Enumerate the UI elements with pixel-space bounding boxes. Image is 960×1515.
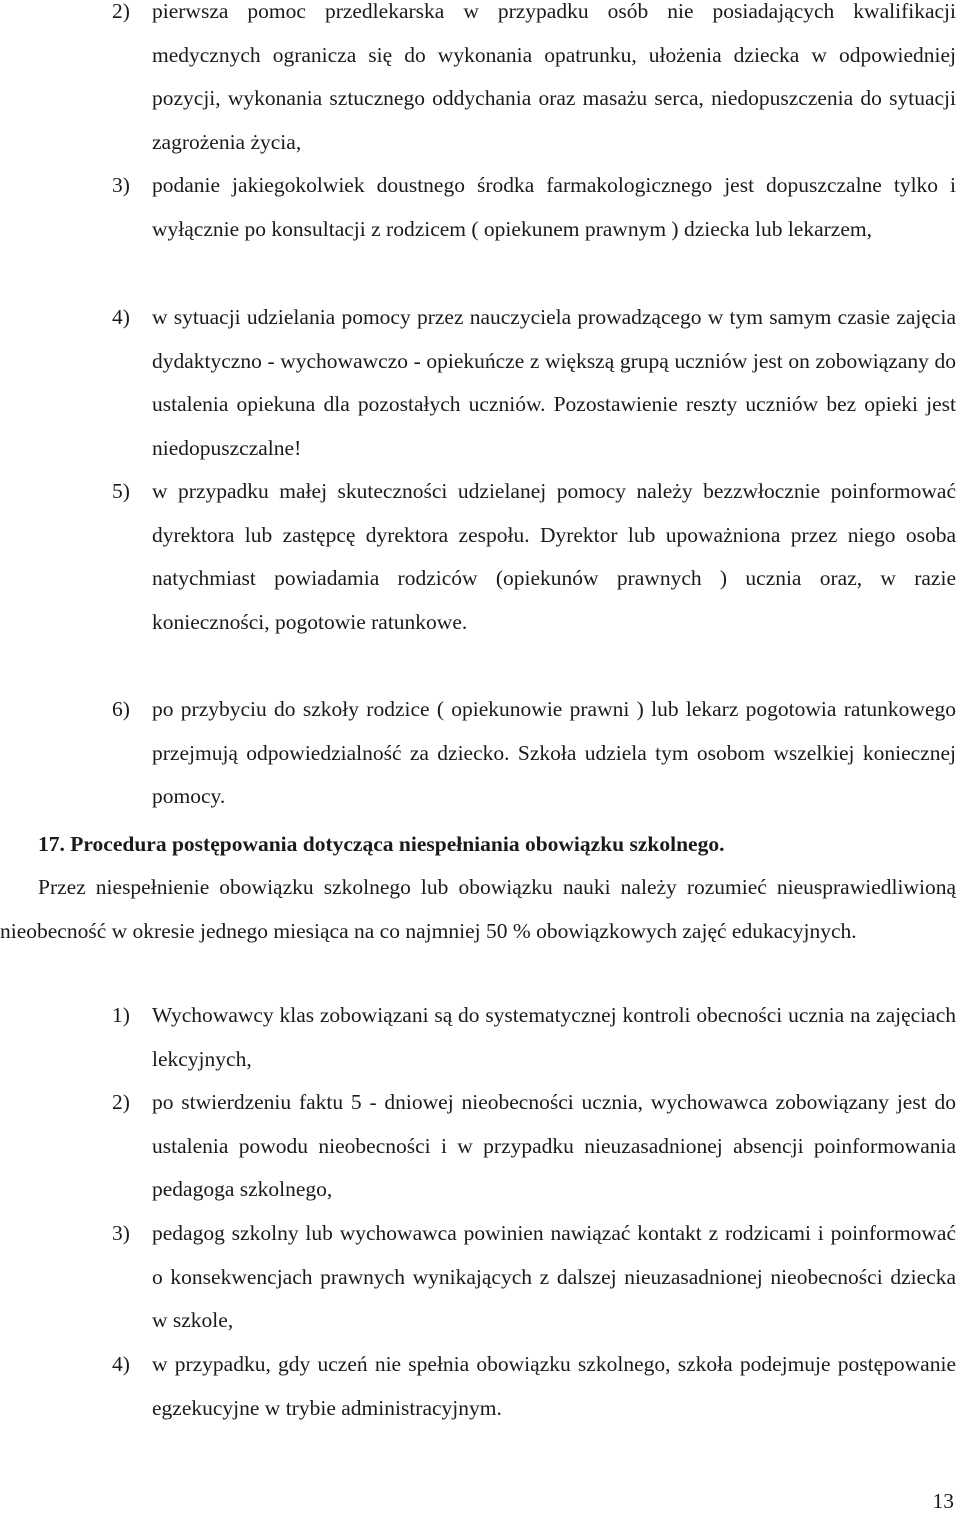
list-item-text: pierwsza pomoc przedlekarska w przypadku osób nie posiadających kwalifikacji medycznych ogranicza się do wykonania opatrunku, ułożenia dziecka w odpowiedniej pozycji, wykonania sztucznego oddychania oraz masażu serca, niedopuszczenia do sytuacji zagrożenia życia, [152, 0, 956, 155]
list-item [112, 1212, 956, 1343]
list-item-number: 6) [112, 697, 130, 721]
list-item-number: 3) [112, 173, 130, 197]
list-item-text: w przypadku małej skuteczności udzielanej pomocy należy bezzwłocznie poinformować dyrektora lub zastępcę dyrektora zespołu. Dyrektor lub upoważniona przez niego osoba natychmiast powiadamia rodziców (opiekunów prawnych ) ucznia oraz, w razie konieczności, pogotowie ratunkowe. [152, 479, 956, 635]
list-item-text: w sytuacji udzielania pomocy przez nauczyciela prowadzącego w tym samym czasie zajęcia dydaktyczno - wychowawczo - opiekuńcze z większą grupą uczniów jest on zobowiązany do ustalenia opiekuna dla pozostałych uczniów. Pozostawienie reszty uczniów bez opieki jest niedopuszczalne! [152, 305, 956, 461]
list-item-number: 4) [112, 1352, 130, 1376]
list-item-number: 2) [112, 0, 130, 23]
list-item-text: po przybyciu do szkoły rodzice ( opiekunowie prawni ) lub lekarz pogotowia ratunkowego przejmują odpowiedzialność za dziecko. Szkoła udziela tym osobom wszelkiej koniecznej pomocy. [152, 697, 956, 809]
list-item [112, 470, 956, 645]
list-item-number: 3) [112, 1221, 130, 1245]
intro-paragraph: Przez niespełnienie obowiązku szkolnego lub obowiązku nauki należy rozumieć nieusprawiedliwioną nieobecność w okresie jednego miesiąca na co najmniej 50 % obowiązkowych zajęć edukacyjnych. [0, 875, 956, 943]
list-item [112, 1081, 956, 1212]
list-item [112, 688, 956, 819]
list-item-number: 2) [112, 1090, 130, 1114]
list-item [112, 1343, 956, 1430]
list-item-text: podanie jakiegokolwiek doustnego środka farmakologicznego jest dopuszczalne tylko i wyłącznie po konsultacji z rodzicem ( opiekunem prawnym ) dziecka lub lekarzem, [152, 173, 956, 241]
list-item-number: 4) [112, 305, 130, 329]
list-item [112, 296, 956, 471]
list-item-text: po stwierdzeniu faktu 5 - dniowej nieobecności ucznia, wychowawca zobowiązany jest do ustalenia powodu nieobecności i w przypadku nieuzasadnionej absencji poinformowania pedagoga szkolnego, [152, 1090, 956, 1202]
list-item [112, 0, 956, 165]
list-item-text: pedagog szkolny lub wychowawca powinien nawiązać kontakt z rodzicami i poinformować o konsekwencjach prawnych wynikających z dalszej nieuzasadnionej nieobecności dziecka w szkole, [152, 1221, 956, 1333]
list-item-text: Wychowawcy klas zobowiązani są do systematycznej kontroli obecności ucznia na zajęciach lekcyjnych, [152, 1003, 956, 1071]
list-item [112, 164, 956, 251]
list-item-text: w przypadku, gdy uczeń nie spełnia obowiązku szkolnego, szkoła podejmuje postępowanie egzekucyjne w trybie administracyjnym. [152, 1352, 956, 1420]
page-number: 13 [932, 1489, 954, 1513]
section-heading: 17. Procedura postępowania dotycząca niespełniania obowiązku szkolnego. [38, 832, 725, 856]
list-item-number: 1) [112, 1003, 130, 1027]
list-item [112, 994, 956, 1081]
list-item-number: 5) [112, 479, 130, 503]
